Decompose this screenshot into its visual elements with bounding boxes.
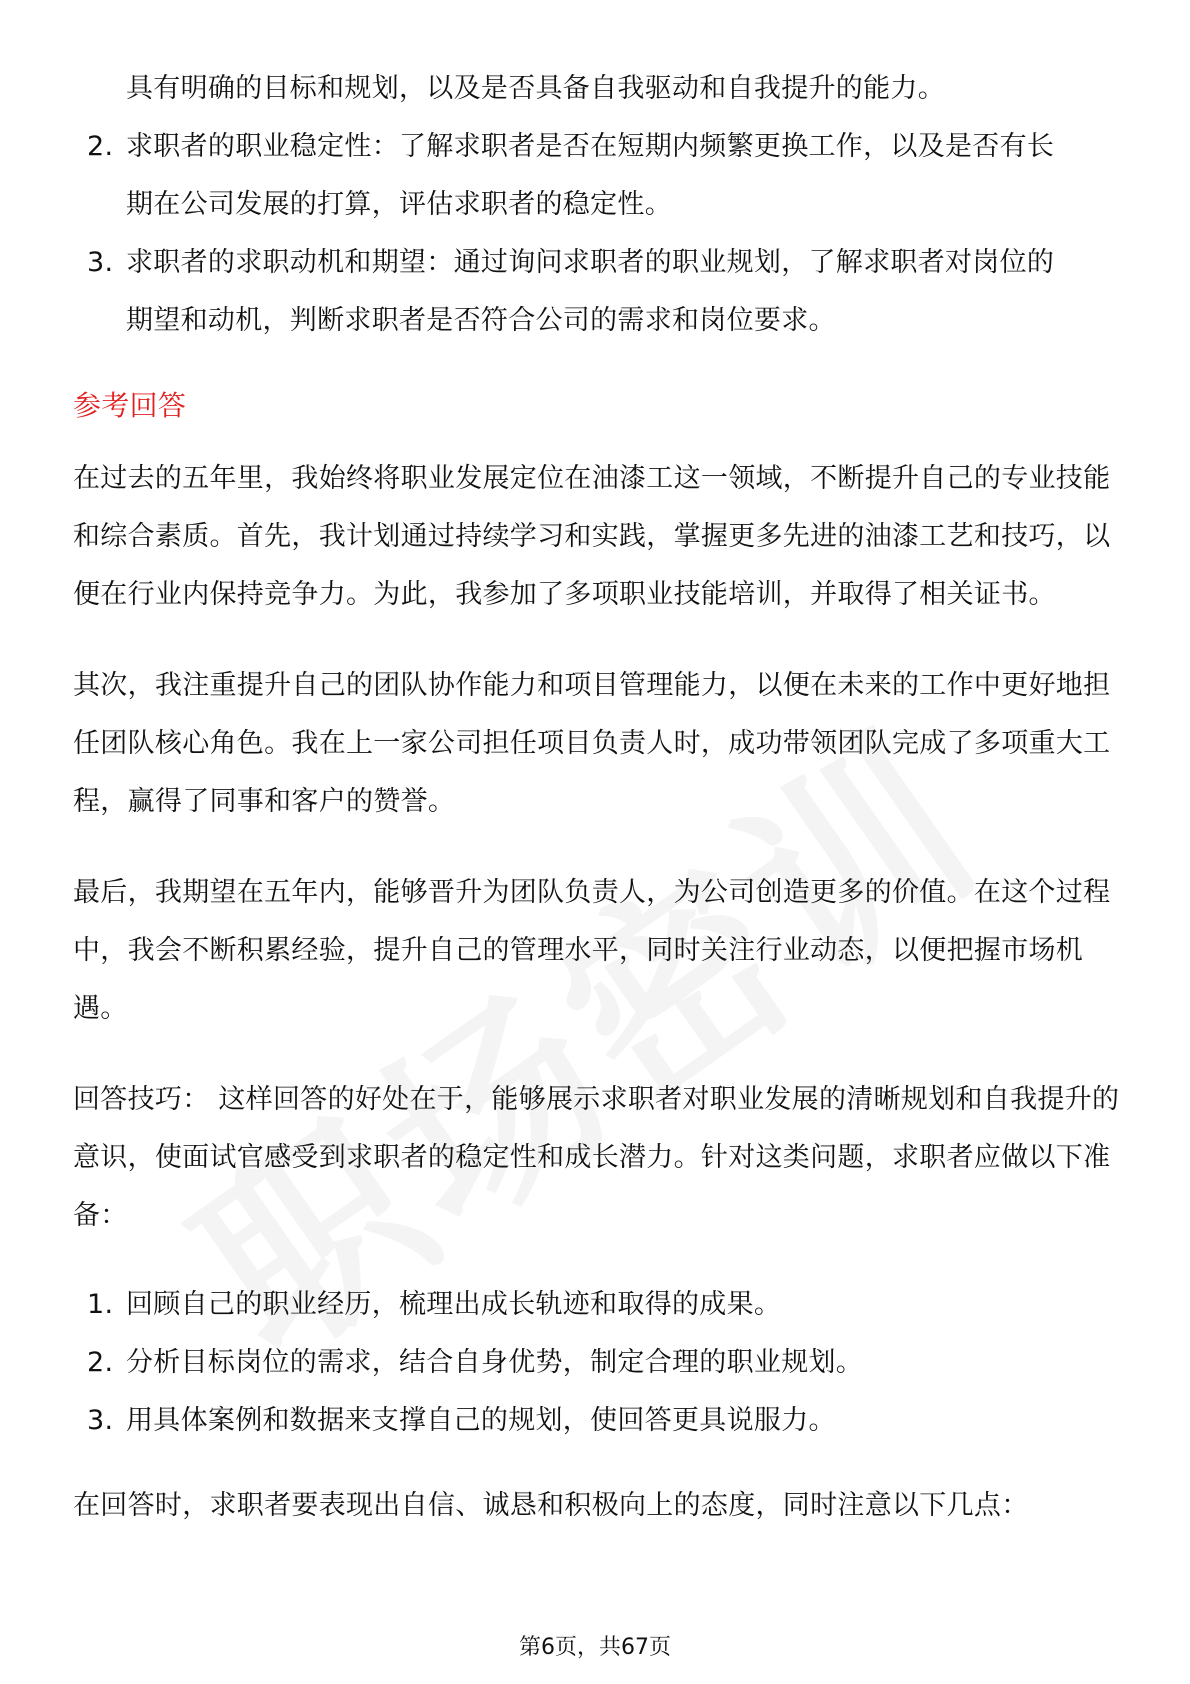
list-item-number: 1. [87,1289,114,1320]
list-item-text-line: 求职者的职业稳定性：了解求职者是否在短期内频繁更换工作，以及是否有长 [126,131,1055,162]
tips-paragraph: 回答技巧： 这样回答的好处在于，能够展示求职者对职业发展的清晰规划和自我提升的意识，使面试官感受到求职者的稳定性和成长潜力。针对这类问题，求职者应做以下准备： [73,1084,1120,1231]
answer-paragraph: 其次，我注重提升自己的团队协作能力和项目管理能力，以便在未来的工作中更好地担任团队核心角色。我在上一家公司担任项目负责人时，成功带领团队完成了多项重大工程，赢得了同事和客户的赞誉。 [73,670,1111,817]
answer-paragraph: 最后，我期望在五年内，能够晋升为团队负责人，为公司创造更多的价值。在这个过程中，我会不断积累经验，提升自己的管理水平，同时关注行业动态，以便把握市场机遇。 [73,877,1111,1024]
list-item-number: 3. [87,1405,114,1436]
list-item-number: 2. [87,131,114,162]
list-item [73,1276,1123,1334]
list-item [73,234,1123,350]
document-body [73,60,1123,1568]
page-footer: 第6页，共67页 [519,1635,671,1660]
list-item-text-line: 期在公司发展的打算，评估求职者的稳定性。 [126,189,672,220]
list-item-text-line: 期望和动机，判断求职者是否符合公司的需求和岗位要求。 [126,305,836,336]
numbered-list-criteria [73,118,1123,350]
list-item-text-line: 求职者的求职动机和期望：通过询问求职者的职业规划，了解求职者对岗位的 [126,247,1055,278]
list-item-continuation: 具有明确的目标和规划，以及是否具备自我驱动和自我提升的能力。 [126,73,945,104]
list-item [73,118,1123,234]
list-item-text: 用具体案例和数据来支撑自己的规划，使回答更具说服力。 [126,1405,836,1436]
list-item-text: 回顾自己的职业经历，梳理出成长轨迹和取得的成果。 [126,1289,782,1320]
list-item-text: 分析目标岗位的需求，结合自身优势，制定合理的职业规划。 [126,1347,864,1378]
list-item-number: 3. [87,247,114,278]
list-item [73,1392,1123,1450]
list-item-number: 2. [87,1347,114,1378]
answer-paragraph: 在过去的五年里，我始终将职业发展定位在油漆工这一领域，不断提升自己的专业技能和综合素质。首先，我计划通过持续学习和实践，掌握更多先进的油漆工艺和技巧，以便在行业内保持竞争力。为此，我参加了多项职业技能培训，并取得了相关证书。 [73,463,1111,610]
list-item [73,1334,1123,1392]
closing-paragraph: 在回答时，求职者要表现出自信、诚恳和积极向上的态度，同时注意以下几点： [73,1490,1029,1521]
section-title: 参考回答 [73,389,187,422]
numbered-list-preparation [73,1276,1123,1450]
